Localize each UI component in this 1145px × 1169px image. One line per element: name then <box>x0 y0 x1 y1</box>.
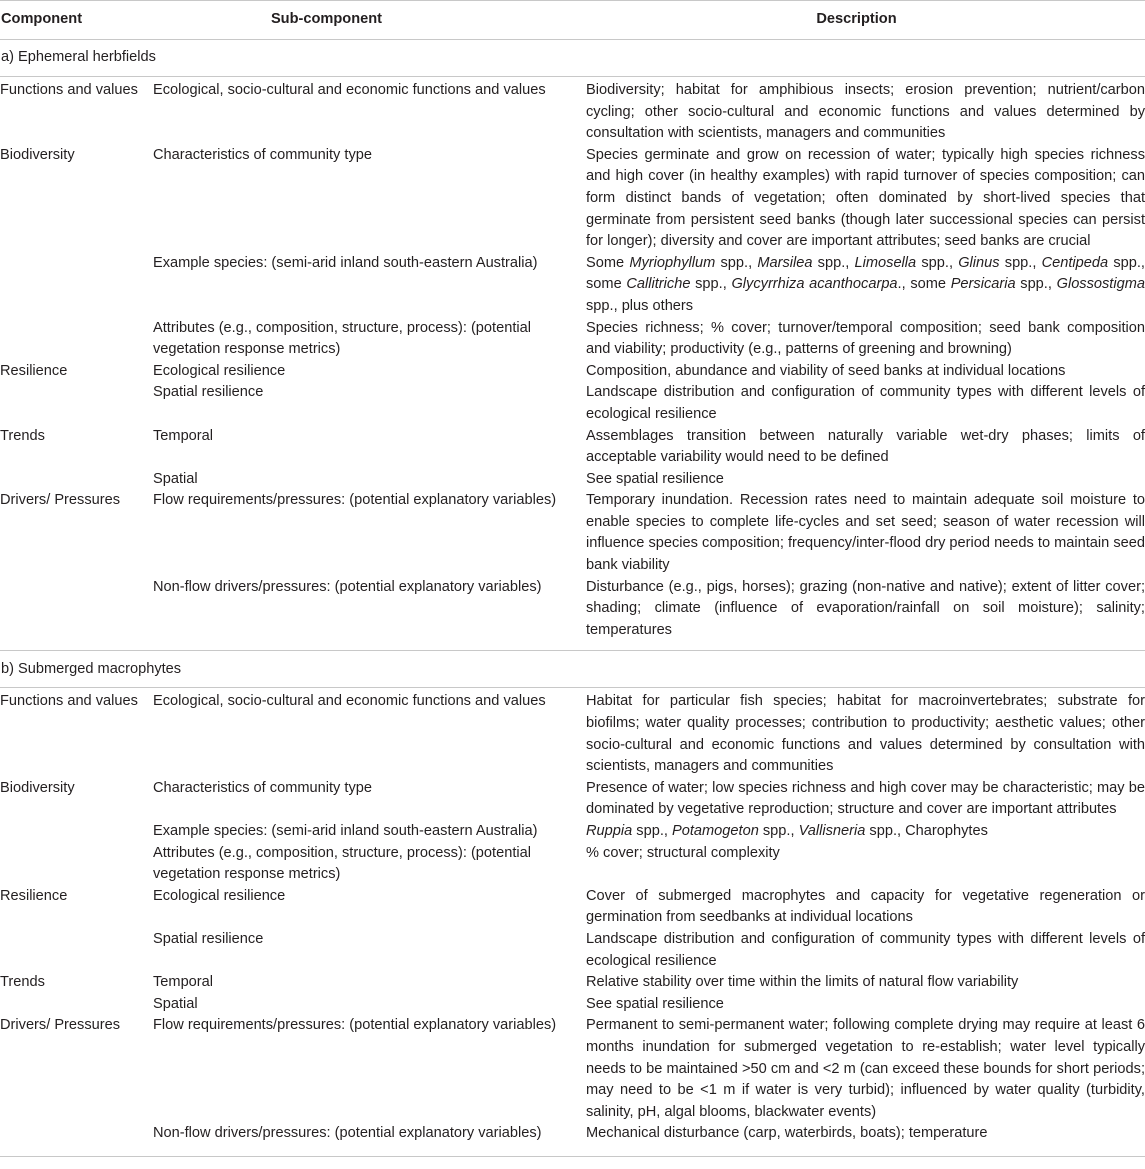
species-name: Persicaria <box>950 276 1016 293</box>
table-row <box>0 994 1145 1016</box>
species-name: Glinus <box>958 254 1000 271</box>
description-cell: Some Myriophyllum spp., Marsilea spp., Limosella spp., Glinus spp., Centipeda spp., some Callitriche spp., Glycyrrhiza acanthocarpa., some Persicaria spp., Glossostigma spp., plus others <box>586 254 1145 314</box>
table-row <box>0 253 1145 318</box>
header-description: Description <box>582 1 1145 40</box>
subcomponent-cell: Temporal <box>153 974 214 991</box>
component-cell <box>0 929 146 972</box>
description-cell: Disturbance (e.g., pigs, horses); grazing (non-native and native); extent of litter cover; shading; climate (influence of evaporation/rainfall on soil moisture); salinity; temperatures <box>586 578 1145 638</box>
species-name: Limosella <box>854 254 917 271</box>
table-body <box>0 40 1145 1157</box>
description-cell: Assemblages transition between naturally variable wet-dry phases; limits of acceptable variability would need to be defined <box>586 427 1145 466</box>
description-cell: Permanent to semi-permanent water; following complete drying may require at least 6 months inundation for submerged vegetation to re-establish; water level typically needs to be maintained >50 cm and <2 m (can exceed these bounds for short periods; may need to be <1 m if water is very turbid); influenced by water quality (turbidity, salinity, pH, algal blooms, blackwater events) <box>586 1017 1145 1120</box>
description-cell: % cover; structural complexity <box>586 844 780 861</box>
description-cell: Landscape distribution and configuration of community types with different levels of ecological resilience <box>586 384 1145 422</box>
component-cell <box>0 994 146 1016</box>
table-row <box>0 929 1145 972</box>
subcomponent-cell: Attributes (e.g., composition, structure, process): (potential vegetation response metrics) <box>153 844 531 883</box>
description-cell: Temporary inundation. Recession rates need to maintain adequate soil moisture to enable species to complete life-cycles and set seed; season of water recession will influence species composition; frequency/inter-flood dry period needs to maintain seed bank viability <box>586 492 1145 574</box>
component-cell <box>0 1123 146 1145</box>
component-cell <box>0 577 146 642</box>
component-cell: Biodiversity <box>0 146 75 163</box>
subcomponent-cell: Example species: (semi-arid inland south-eastern Australia) <box>153 823 538 839</box>
species-name: Glycyrrhiza acanthocarpa <box>731 276 898 293</box>
component-cell: Functions and values <box>0 82 138 98</box>
description-cell: Species germinate and grow on recession of water; typically high species richness and high cover (in healthy examples) with rapid turnover of species composition; can form distinct bands of vegetation; often dominated by short-lived species that germinate from persistent seed banks (though later successional species can persist for longer); diversity and cover are important attributes; seed banks are crucial <box>586 146 1145 250</box>
section-a-title-row <box>0 40 1145 77</box>
table-row <box>0 318 1145 361</box>
species-name: Marsilea <box>757 254 813 271</box>
component-cell <box>0 469 146 491</box>
description-cell: See spatial resilience <box>586 995 724 1012</box>
table-row <box>0 577 1145 642</box>
table-row <box>0 469 1145 491</box>
description-cell: Presence of water; low species richness and high cover may be characteristic; may be dominated by vegetative reproduction; structure and cover are important attributes <box>586 779 1145 818</box>
description-cell: Composition, abundance and viability of seed banks at individual locations <box>586 362 1066 379</box>
section-title: a) Ephemeral herbfields <box>0 40 1145 77</box>
component-cell <box>0 843 146 886</box>
subcomponent-cell: Example species: (semi-arid inland south-eastern Australia) <box>153 254 538 271</box>
section-b-title-row <box>0 651 1145 688</box>
table-row <box>0 778 1145 821</box>
species-name: Glossostigma <box>1056 276 1145 293</box>
species-name: Callitriche <box>626 276 691 293</box>
table-row <box>0 1015 1145 1123</box>
species-name: Myriophyllum <box>629 254 716 271</box>
description-cell: Habitat for particular fish species; habitat for macroinvertebrates; substrate for biofilms; water quality processes; contribution to productivity; aesthetic values; other socio-cultural and economic functions and values determined by consultation with scientists, managers and communities <box>586 693 1145 775</box>
description-cell: Landscape distribution and configuration of community types with different levels of ecological resilience <box>586 930 1145 969</box>
description-cell: Biodiversity; habitat for amphibious insects; erosion prevention; nutrient/carbon cycling; other socio-cultural and economic functions and values determined by consultation with scientists, managers and communities <box>586 82 1145 142</box>
subcomponent-cell: Characteristics of community type <box>153 146 372 163</box>
subcomponent-cell: Spatial resilience <box>153 930 264 947</box>
header-subcomponent: Sub-component <box>146 1 582 40</box>
table-row <box>0 886 1145 929</box>
component-cell <box>0 318 146 361</box>
subcomponent-cell: Non-flow drivers/pressures: (potential explanatory variables) <box>153 578 542 595</box>
component-cell <box>0 253 146 318</box>
component-cell: Resilience <box>0 887 68 904</box>
table-row <box>0 1123 1145 1145</box>
description-cell: Cover of submerged macrophytes and capacity for vegetative regeneration or germination from seedbanks at individual locations <box>586 887 1145 926</box>
subcomponent-cell: Spatial resilience <box>153 384 264 401</box>
description-cell: Mechanical disturbance (carp, waterbirds, boats); temperature <box>586 1125 988 1142</box>
table-row <box>0 490 1145 576</box>
header-row <box>0 1 1145 40</box>
component-cell: Resilience <box>0 362 68 379</box>
species-name: Centipeda <box>1041 254 1109 271</box>
species-name: Ruppia <box>586 823 633 839</box>
component-cell: Trends <box>0 427 45 444</box>
component-cell: Drivers/ Pressures <box>0 1017 121 1034</box>
table-row <box>0 426 1145 469</box>
subcomponent-cell: Attributes (e.g., composition, structure, process): (potential vegetation response metrics) <box>153 319 531 358</box>
component-cell <box>0 821 146 843</box>
description-cell: Species richness; % cover; turnover/temporal composition; seed bank composition and viability; productivity (e.g., patterns of greening and browning) <box>586 319 1145 358</box>
subcomponent-cell: Spatial <box>153 995 198 1012</box>
component-cell: Trends <box>0 974 45 991</box>
subcomponent-cell: Ecological resilience <box>153 887 286 904</box>
component-cell: Drivers/ Pressures <box>0 492 121 509</box>
subcomponent-cell: Characteristics of community type <box>153 779 372 796</box>
subcomponent-cell: Temporal <box>153 427 214 444</box>
description-cell: See spatial resilience <box>586 470 724 487</box>
description-cell: Relative stability over time within the limits of natural flow variability <box>586 974 1019 991</box>
component-cell <box>0 382 146 425</box>
subcomponent-cell: Ecological, socio-cultural and economic functions and values <box>153 693 546 710</box>
table-row <box>0 691 1145 777</box>
species-name: Potamogeton <box>672 823 759 839</box>
species-name: Vallisneria <box>798 823 866 839</box>
table-row <box>0 382 1145 425</box>
table-row <box>0 145 1145 253</box>
subcomponent-cell: Flow requirements/pressures: (potential explanatory variables) <box>153 492 557 509</box>
subcomponent-cell: Flow requirements/pressures: (potential explanatory variables) <box>153 1017 557 1034</box>
table-row <box>0 80 1145 145</box>
component-cell: Functions and values <box>0 693 138 710</box>
table-row <box>0 821 1145 843</box>
subcomponent-cell: Ecological, socio-cultural and economic functions and values <box>153 82 546 98</box>
section-title: b) Submerged macrophytes <box>0 651 1145 688</box>
subcomponent-cell: Ecological resilience <box>153 362 286 379</box>
table-header <box>0 1 1145 40</box>
component-cell: Biodiversity <box>0 779 75 796</box>
subcomponent-cell: Non-flow drivers/pressures: (potential explanatory variables) <box>153 1125 542 1142</box>
description-cell: Ruppia spp., Potamogeton spp., Vallisneria spp., Charophytes <box>586 823 988 839</box>
table-row <box>0 972 1145 994</box>
table-row <box>0 843 1145 886</box>
subcomponent-cell: Spatial <box>153 470 198 487</box>
header-component: Component <box>0 1 146 40</box>
table-row <box>0 361 1145 383</box>
